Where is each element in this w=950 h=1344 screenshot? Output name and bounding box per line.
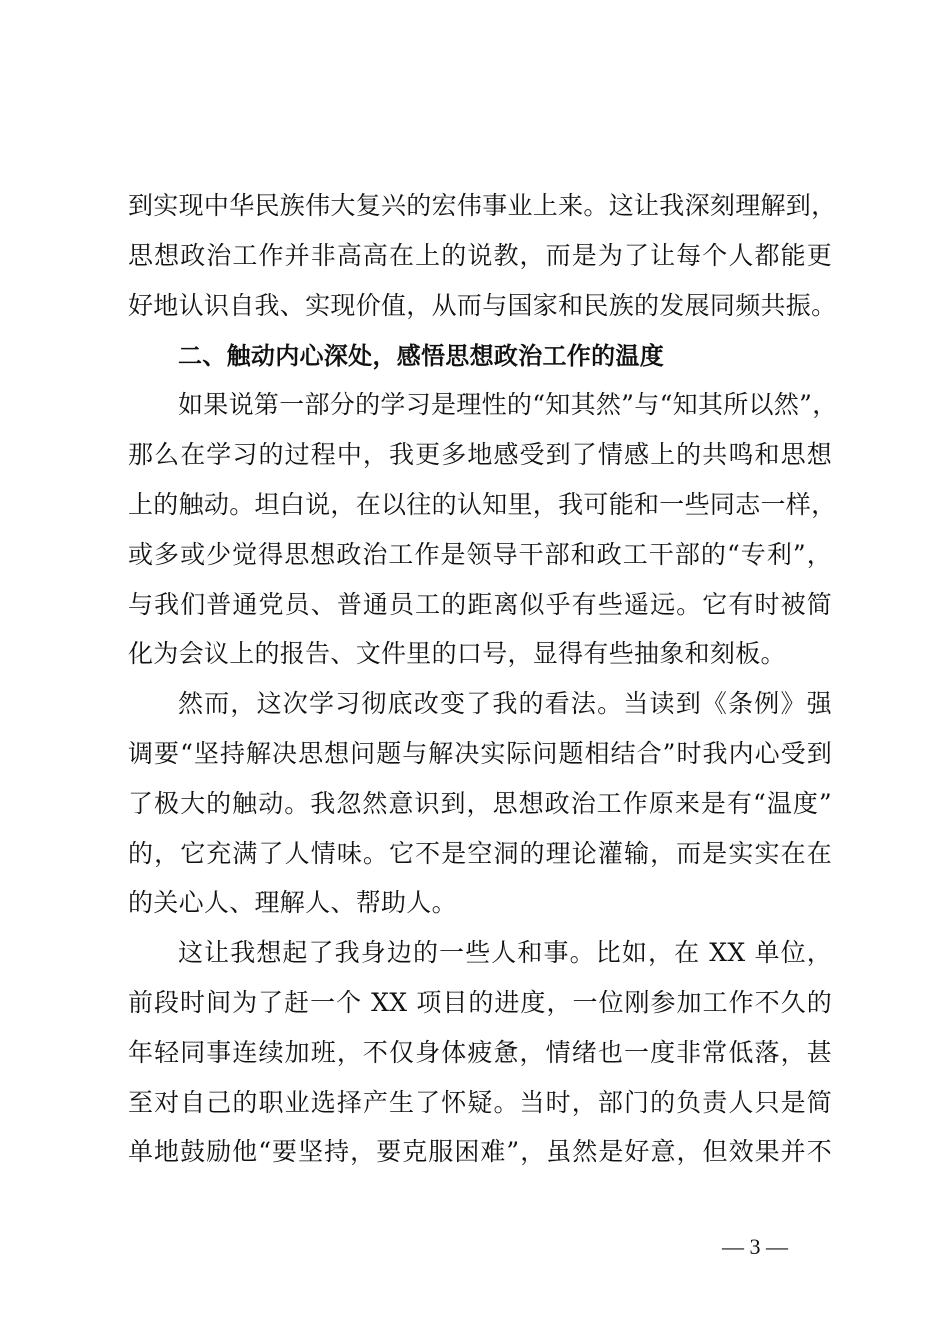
paragraph-3-line-3: 年轻同事连续加班，不仅身体疲惫，情绪也一度非常低落，甚 (128, 1038, 832, 1067)
paragraph-2-line-2: 调要“坚持解决思想问题与解决实际问题相结合”时我内心受到 (128, 739, 832, 768)
continuation-line-2: 思想政治工作并非高高在上的说教，而是为了让每个人都能更 (128, 241, 832, 270)
paragraph-1-line-1: 如果说第一部分的学习是理性的“知其然”与“知其所以然”， (178, 390, 838, 419)
paragraph-1-line-3: 上的触动。坦白说，在以往的认知里，我可能和一些同志一样， (128, 490, 837, 519)
paragraph-2-line-5: 的关心人、理解人、帮助人。 (128, 888, 457, 917)
page-number: — 3 — (722, 1234, 788, 1259)
continuation-line-3: 好地认识自我、实现价值，从而与国家和民族的发展同频共振。 (128, 291, 837, 320)
paragraph-2-line-4: 的，它充满了人情味。它不是空洞的理论灌输，而是实实在在 (128, 839, 832, 868)
paragraph-2-line-3: 了极大的触动。我忽然意识到，思想政治工作原来是有“温度” (128, 789, 832, 818)
paragraph-2-line-1: 然而，这次学习彻底改变了我的看法。当读到《条例》强 (178, 689, 832, 718)
paragraph-1-line-2: 那么在学习的过程中，我更多地感受到了情感上的共鸣和思想 (128, 440, 832, 469)
paragraph-3-line-1: 这让我想起了我身边的一些人和事。比如，在 XX 单位， (178, 938, 832, 967)
paragraph-3-line-2: 前段时间为了赶一个 XX 项目的进度，一位刚参加工作不久的 (128, 988, 832, 1017)
paragraph-1-line-5: 与我们普通党员、普通员工的距离似乎有些遥远。它有时被简 (128, 590, 832, 619)
section-heading: 二、触动内心深处，感悟思想政治工作的温度 (178, 342, 664, 370)
paragraph-3-line-5: 单地鼓励他“要坚持，要克服困难”，虽然是好意，但效果并不 (128, 1137, 832, 1166)
continuation-line-1: 到实现中华民族伟大复兴的宏伟事业上来。这让我深刻理解到， (128, 191, 837, 220)
paragraph-3-line-4: 至对自己的职业选择产生了怀疑。当时，部门的负责人只是简 (128, 1088, 832, 1117)
paragraph-1-line-4: 或多或少觉得思想政治工作是领导干部和政工干部的“专利”， (128, 540, 832, 569)
paragraph-1-line-6: 化为会议上的报告、文件里的口号，显得有些抽象和刻板。 (128, 639, 786, 668)
